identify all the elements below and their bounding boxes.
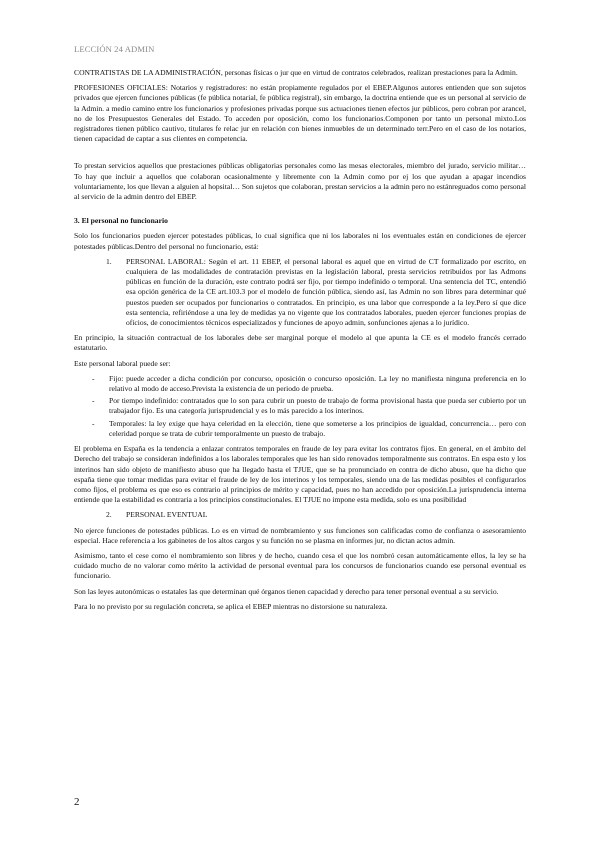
paragraph-tipos-laboral: Este personal laboral puede ser: (74, 358, 171, 368)
paragraph-situacion-contractual: En principio, la situación contractual de los laborales debe ser marginal porque el modelo al que apunta la CE es el modelo francés cerrado estatutario. (74, 333, 526, 353)
list-item-personal-laboral (74, 257, 526, 328)
paragraph-intro-no-funcionario: Solo los funcionarios pueden ejercer potestades públicas, lo cual significa que ni los laborales ni los eventuales están en condiciones de ejercer potestades públicas.Dentro del personal no funcionario, está: (74, 231, 526, 251)
list-number: 1. (106, 256, 112, 266)
paragraph-eventual-leyes: Son las leyes autonómicas o estatales las que determinan qué órganos tienen capacidad y derecho para tener personal eventual a su servicio. (74, 586, 499, 596)
paragraph-problema-espana: El problema en España es la tendencia a enlazar contratos temporales en fraude de ley para evitar los contratos fijos. En general, en el ámbito del Derecho del trabajo se consideran indefinidos a los laborales temporales que les han sido renovados temporalmente sus contratos. En espa esto y los interinos han sido objeto de manifiesto abuso que ha llegado hasta el TJUE, que se ha pronunciado en contra de dicho abuso, que ha dicho que españa tiene que tomar medidas para evitar el fraude de ley de los interinos y los temporales, siendo una de las medidas posibles el configurarlos como fijos, el problema es que eso es contrario al principios de mérito y capacidad, pues no han accedido por oposición.La jurisprudencia interna entiende que la estabilidad es contraria a los principios constitucionales. El TJUE no impone esta medida, solo es una posibilidad (74, 444, 526, 505)
list-item: - Por tiempo indefinido: contratados que lo son para cubrir un puesto de trabajo de forma provisional hasta que pueda ser cubierto por un trabajador fijo. Es una categoría jurisprudencial y es lo más parecido a los interinos. (92, 396, 526, 416)
list-number: 2. (106, 510, 112, 520)
paragraph-profesiones-oficiales: PROFESIONES OFICIALES: Notarios y registradores: no están propiamente regulados por el EBEP.Algunos autores entienden que son sujetos privados que ejercen funciones públicas (fe pública notarial, fe pública registral), sin embargo, la doctrina entiende que es un personal al servicio de la Admin. a medio camino entre los funcionarios y profesiones privadas porque sus actuaciones tienen efectos jur públicos, pero cobran por arancel, no de los Presupuestos Generales del Estado. To acceden por oposición, como los funcionarios.Componen por tanto un personal mixto.Los registradores tienen público cautivo, titulares fe relac jur en relación con bienes inmuebles de un determinado terr.Pero en el caso de los notarios, tienen capacidad de captar a sus clientes en competencia. (74, 83, 526, 144)
section-heading: 3. El personal no funcionario (74, 216, 168, 226)
paragraph-prestaciones-obligatorias: To prestan servicios aquellos que prestaciones públicas obligatorias personales como las mesas electorales, miembro del jurado, servicio militar… To hay que incluir a aquellos que colaboran ocasionalmente y libremente con la Admin como por ej los que ayudan a apagar incendios voluntariamente, los que llevan a alguien al hopsital… Son sujetos que colaboran, prestan servicios a la admin pero no estánreguados como personal al servicio de la admin dentro del EBEP. (74, 161, 526, 202)
personal-laboral-types-list (74, 374, 526, 439)
list-item-personal-eventual (74, 510, 526, 520)
personal-laboral-text: PERSONAL LABORAL: Según el art. 11 EBEP, el personal laboral es aquel que en virtud de CT formalizado por escrito, en cualquiera de las modalidades de contratación previstas en la legislación laboral, presta servicios retribuidos por las Admons públicas en función de la duración, este contrato podrá ser fijo, por tiempo indefinido o temporal. Una sentencia del TC, entendió esa opción genérica de la CE art.103.3 por el modelo de función pública, siendo así, las Admin no son libres para determinar qué puestos pueden ser ocupados por funcionarios o contratados. En principio, es una labor que corresponde a la ley.Pero sí que dice esta sentencia, refiriéndose a una ley de medidas ya no vigente que los contratados laborales, pueden ejercer funciones propias de oficios, de conocimientos técnicos especializados y funciones de apoyo admin, sonfunciones ajenas a lo jurídico. (126, 256, 526, 328)
paragraph-eventual-ebep: Para lo no previsto por su regulación concreta, se aplica el EBEP mientras no distorsione su naturaleza. (74, 601, 388, 611)
personal-eventual-heading: PERSONAL EVENTUAL (126, 510, 208, 520)
body-text (74, 68, 526, 617)
paragraph-eventual-cese: Asimismo, tanto el cese como el nombramiento son libres y de hecho, cuando cesa el que los nombró cesan automáticamente ellos, la ley se ha cuidado mucho de no valorar como mérito la actividad de personal eventual para los concursos de funcionarios cuando ese personal eventual es funcionario. (74, 550, 526, 581)
paragraph-contratistas: CONTRATISTAS DE LA ADMINISTRACIÓN, personas físicas o jur que en virtud de contratos celebrados, realizan prestaciones para la Admin. (74, 68, 518, 77)
paragraph-eventual-funciones: No ejerce funciones de potestades públicas. Lo es en virtud de nombramiento y sus funciones son calificadas como de confianza o asesoramiento especial. Hace referencia a los gabinetes de los altos cargos y su función no se plasma en informes jur, no dictan actos admin. (74, 525, 526, 545)
page-number: 2 (74, 796, 80, 808)
running-header: LECCIÓN 24 ADMIN (74, 44, 155, 54)
list-item: - Fijo: puede acceder a dicha condición por concurso, oposición o concurso oposición. La ley no manifiesta ninguna preferencia en lo relativo al modo de acceso.Prevista la existencia de un periodo de prueba. (92, 373, 526, 394)
list-item: - Temporales: la ley exige que haya celeridad en la elección, tiene que someterse a los principios de igualdad, concurrencia… pero con celeridad porque se trata de cubrir temporalmente un puesto de trabajo. (92, 418, 526, 438)
